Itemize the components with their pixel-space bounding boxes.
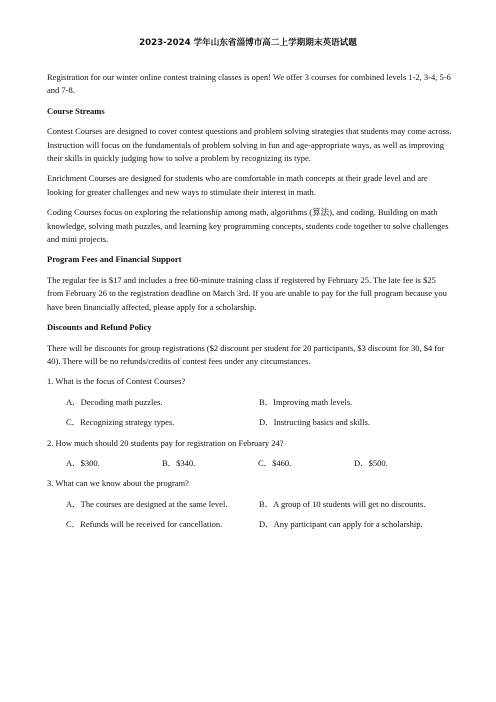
discounts-paragraph: There will be discounts for group registrations ($2 discount per student for 20 participants, $3 discount for 30, $4 for 40). There will be no refunds/credits of contest fees under any circumstances. [47,342,445,366]
question-3-option-d[interactable]: D．Any participant can apply for a scholarship. [259,519,423,530]
coding-courses-paragraph: Coding Courses focus on exploring the relationship among math, algorithms (算法), and coding. Building on math knowledge, solving math puzzles, and learning key programming concepts, students code together to solve challenges and mini projects. [47,207,449,245]
contest-courses-paragraph: Contest Courses are designed to cover contest questions and problem solving strategies that students may come across. Instruction will focus on the fundamentals of problem solving in fun and age-appropriate ways, as well as improving their skills in quickly judging how to solve a problem by recognizing its type. [47,126,452,164]
question-2-option-a[interactable]: A．$300. [66,457,100,468]
enrichment-courses-paragraph: Enrichment Courses are designed for students who are comfortable in math concepts at their grade level and are looking for greater challenges and new ways to stimulate their interest in math. [47,173,428,197]
question-1-stem: 1. What is the focus of Contest Courses? [47,376,186,387]
question-2-stem: 2. How much should 20 students pay for registration on February 24? [47,437,284,448]
question-2-option-c[interactable]: C．$460. [258,457,292,468]
course-streams-heading: Course Streams [47,105,105,116]
question-1-option-c[interactable]: C．Recognizing strategy types. [66,417,175,428]
question-1-option-a[interactable]: A．Decoding math puzzles. [66,396,163,407]
question-3-option-a[interactable]: A．The courses are designed at the same level. [66,498,228,509]
fees-paragraph: The regular fee is $17 and includes a free 60-minute training class if registered by February 25. The late fee is $25 from February 26 to the registration deadline on March 3rd. If you are unable to pay for the full program because you have been financially affected, please apply for a scholarship. [47,274,447,312]
question-3-stem: 3. What can we know about the program? [47,478,189,489]
intro-paragraph: Registration for our winter online contest training classes is open! We offer 3 courses for combined levels 1-2, 3-4, 5-6 and 7-8. [47,72,451,96]
question-3-options [66,498,452,532]
question-3-option-b[interactable]: B．A group of 10 students will get no discounts. [259,498,426,509]
page-title: 2023-2024 学年山东省淄博市高二上学期期末英语试题 [139,38,357,48]
question-2-options [66,457,452,470]
question-1-option-b[interactable]: B．Improving math levels. [259,396,353,407]
question-3-option-c[interactable]: C．Refunds will be received for cancellation. [66,519,223,530]
passage [47,71,452,532]
question-2-option-d[interactable]: D．$500. [354,457,388,468]
question-1-options [66,396,452,430]
question-2-option-b[interactable]: B．$340. [162,457,196,468]
discounts-heading: Discounts and Refund Policy [47,322,152,333]
fees-heading: Program Fees and Financial Support [47,254,182,265]
question-1-option-d[interactable]: D．Instructing basics and skills. [259,417,370,428]
